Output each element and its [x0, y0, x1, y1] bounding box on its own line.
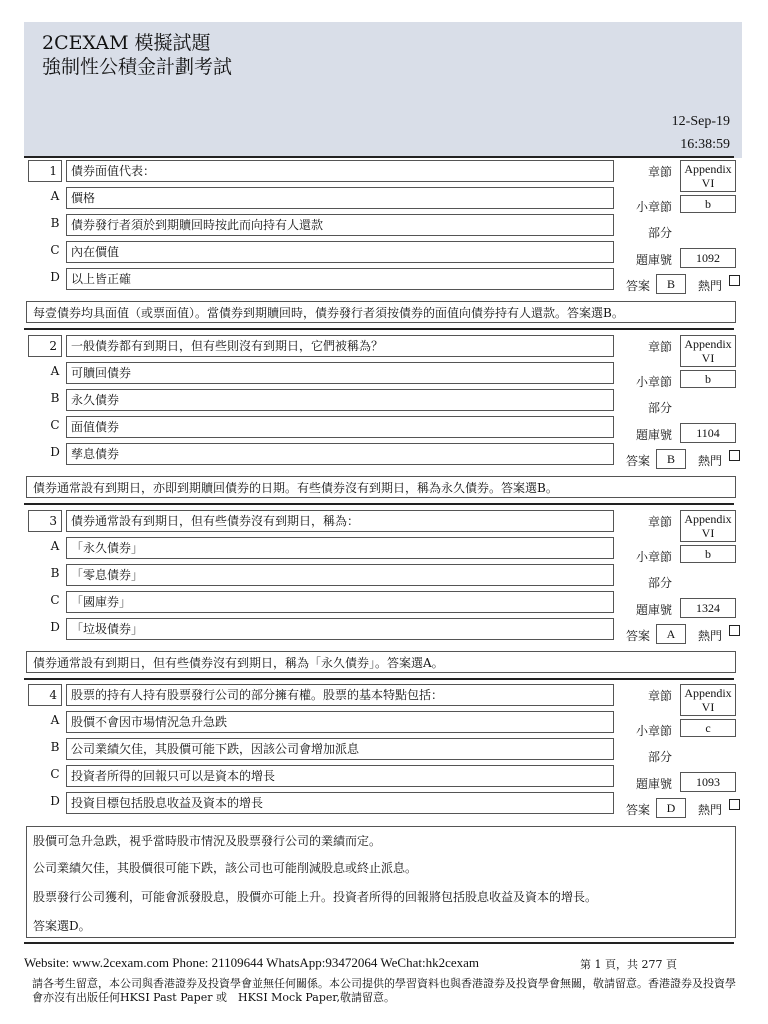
chapter-value-line1: Appendix — [684, 512, 732, 526]
explanation — [26, 826, 736, 938]
option-letter: B — [50, 216, 60, 230]
subchapter-label: 小章節 — [636, 724, 673, 738]
option-letter: A — [50, 364, 60, 378]
option-b[interactable]: 公司業績欠佳，其股價可能下跌，因該公司會增加派息 — [66, 738, 614, 760]
option-c[interactable]: 面值債券 — [66, 416, 614, 438]
subchapter-value: b — [680, 195, 736, 213]
option-letter: B — [50, 391, 60, 405]
chapter-value-line2: VI — [701, 351, 715, 365]
option-d[interactable]: 以上皆正確 — [66, 268, 614, 290]
bank-number-label: 題庫號 — [636, 777, 673, 791]
question-number: 2 — [28, 335, 62, 357]
print-date: 12-Sep-19 — [671, 114, 730, 129]
option-letter: C — [50, 767, 60, 781]
option-a[interactable]: 股價不會因市場情況急升急跌 — [66, 711, 614, 733]
option-b[interactable]: 債券發行者須於到期贖回時按此而向持有人還款 — [66, 214, 614, 236]
subchapter-label: 小章節 — [636, 375, 673, 389]
chapter-label: 章節 — [648, 515, 673, 529]
option-d[interactable]: 投資目標包括股息收益及資本的增長 — [66, 792, 614, 814]
option-c[interactable]: 內在價值 — [66, 241, 614, 263]
chapter-value — [680, 160, 736, 192]
explanation-line: 答案選D。 — [33, 919, 91, 933]
subchapter-value: b — [680, 545, 736, 563]
bank-number-value: 1093 — [680, 772, 736, 792]
hot-label: 熱門 — [698, 803, 723, 817]
question-stem: 債券面值代表： — [66, 160, 614, 182]
footer-contact: Website: www.2cexam.com Phone: 21109644 WhatsApp:93472064 WeChat:hk2cexam — [24, 955, 479, 970]
exam-brand-title: 2CEXAM 模擬試題 — [42, 32, 211, 54]
section-label: 部分 — [648, 576, 673, 590]
print-time: 16:38:59 — [680, 137, 730, 152]
hot-checkbox[interactable] — [729, 275, 740, 286]
section-label: 部分 — [648, 226, 673, 240]
option-letter: A — [50, 539, 60, 553]
chapter-value-line1: Appendix — [684, 337, 732, 351]
bank-number-value: 1104 — [680, 423, 736, 443]
bank-number-label: 題庫號 — [636, 428, 673, 442]
chapter-value-line1: Appendix — [684, 162, 732, 176]
chapter-value-line1: Appendix — [684, 686, 732, 700]
divider — [24, 503, 734, 505]
footer-disclaimer: 請各考生留意，本公司與香港證券及投資學會並無任何關係。本公司提供的學習資料也與香港證券及投資學會無關，敬請留意。香港證券及投資學會亦沒有出版任何HKSI Past Paper 或 HKSI Mock Paper,敬請留意。 — [32, 977, 736, 1004]
answer-value: B — [656, 274, 686, 294]
option-b[interactable]: 永久債券 — [66, 389, 614, 411]
hot-checkbox[interactable] — [729, 799, 740, 810]
question-stem: 一般債券都有到期日，但有些則沒有到期日，它們被稱為？ — [66, 335, 614, 357]
option-letter: C — [50, 243, 60, 257]
chapter-value-line2: VI — [701, 700, 715, 714]
hot-checkbox[interactable] — [729, 450, 740, 461]
chapter-value — [680, 684, 736, 716]
option-b[interactable]: 「零息債券」 — [66, 564, 614, 586]
section-label: 部分 — [648, 401, 673, 415]
answer-label: 答案 — [626, 279, 651, 293]
divider — [24, 328, 734, 330]
bank-number-value: 1324 — [680, 598, 736, 618]
option-d[interactable]: 「垃圾債券」 — [66, 618, 614, 640]
page-header — [24, 22, 742, 158]
answer-value: B — [656, 449, 686, 469]
page-indicator: 第 1 頁，共 277 頁 — [580, 958, 677, 971]
question-number: 4 — [28, 684, 62, 706]
question-number: 1 — [28, 160, 62, 182]
hot-label: 熱門 — [698, 279, 723, 293]
chapter-label: 章節 — [648, 340, 673, 354]
chapter-value — [680, 510, 736, 542]
option-a[interactable]: 可贖回債券 — [66, 362, 614, 384]
hot-label: 熱門 — [698, 454, 723, 468]
option-a[interactable]: 「永久債券」 — [66, 537, 614, 559]
chapter-value-line2: VI — [701, 176, 715, 190]
chapter-label: 章節 — [648, 165, 673, 179]
option-letter: D — [50, 270, 60, 284]
answer-value: D — [656, 798, 686, 818]
divider — [24, 942, 734, 944]
option-c[interactable]: 「國庫券」 — [66, 591, 614, 613]
section-label: 部分 — [648, 750, 673, 764]
explanation: 債券通常設有到期日，亦即到期贖回債券的日期。有些債券沒有到期日，稱為永久債券。答案選B。 — [26, 476, 736, 498]
explanation-line: 股價可急升急跌，視乎當時股市情況及股票發行公司的業績而定。 — [33, 834, 382, 848]
answer-value: A — [656, 624, 686, 644]
option-letter: B — [50, 740, 60, 754]
bank-number-label: 題庫號 — [636, 603, 673, 617]
question-stem: 債券通常設有到期日，但有些債券沒有到期日，稱為： — [66, 510, 614, 532]
bank-number-value: 1092 — [680, 248, 736, 268]
explanation: 債券通常設有到期日，但有些債券沒有到期日，稱為「永久債券」。答案選A。 — [26, 651, 736, 673]
option-a[interactable]: 價格 — [66, 187, 614, 209]
answer-label: 答案 — [626, 803, 651, 817]
subchapter-label: 小章節 — [636, 200, 673, 214]
hot-label: 熱門 — [698, 629, 723, 643]
explanation: 每壹債券均具面值（或票面值）。當債券到期贖回時，債券發行者須按債券的面值向債券持有人還款。答案選B。 — [26, 301, 736, 323]
option-letter: B — [50, 566, 60, 580]
question-stem: 股票的持有人持有股票發行公司的部分擁有權。股票的基本特點包括： — [66, 684, 614, 706]
explanation-line: 股票發行公司獲利，可能會派發股息，股價亦可能上升。投資者所得的回報將包括股息收益及資本的增長。 — [33, 890, 598, 904]
answer-label: 答案 — [626, 629, 651, 643]
subchapter-value: b — [680, 370, 736, 388]
chapter-label: 章節 — [648, 689, 673, 703]
exam-subject-title: 強制性公積金計劃考試 — [42, 56, 233, 78]
divider — [24, 156, 734, 158]
chapter-value — [680, 335, 736, 367]
option-letter: D — [50, 620, 60, 634]
subchapter-value: c — [680, 719, 736, 737]
option-letter: D — [50, 794, 60, 808]
explanation-line: 公司業績欠佳，其股價很可能下跌，該公司也可能削減股息或終止派息。 — [33, 861, 418, 875]
option-d[interactable]: 孳息債券 — [66, 443, 614, 465]
question-number: 3 — [28, 510, 62, 532]
hot-checkbox[interactable] — [729, 625, 740, 636]
answer-label: 答案 — [626, 454, 651, 468]
option-letter: A — [50, 189, 60, 203]
bank-number-label: 題庫號 — [636, 253, 673, 267]
option-letter: D — [50, 445, 60, 459]
option-c[interactable]: 投資者所得的回報只可以是資本的增長 — [66, 765, 614, 787]
option-letter: A — [50, 713, 60, 727]
option-letter: C — [50, 593, 60, 607]
subchapter-label: 小章節 — [636, 550, 673, 564]
option-letter: C — [50, 418, 60, 432]
divider — [24, 678, 734, 680]
chapter-value-line2: VI — [701, 526, 715, 540]
